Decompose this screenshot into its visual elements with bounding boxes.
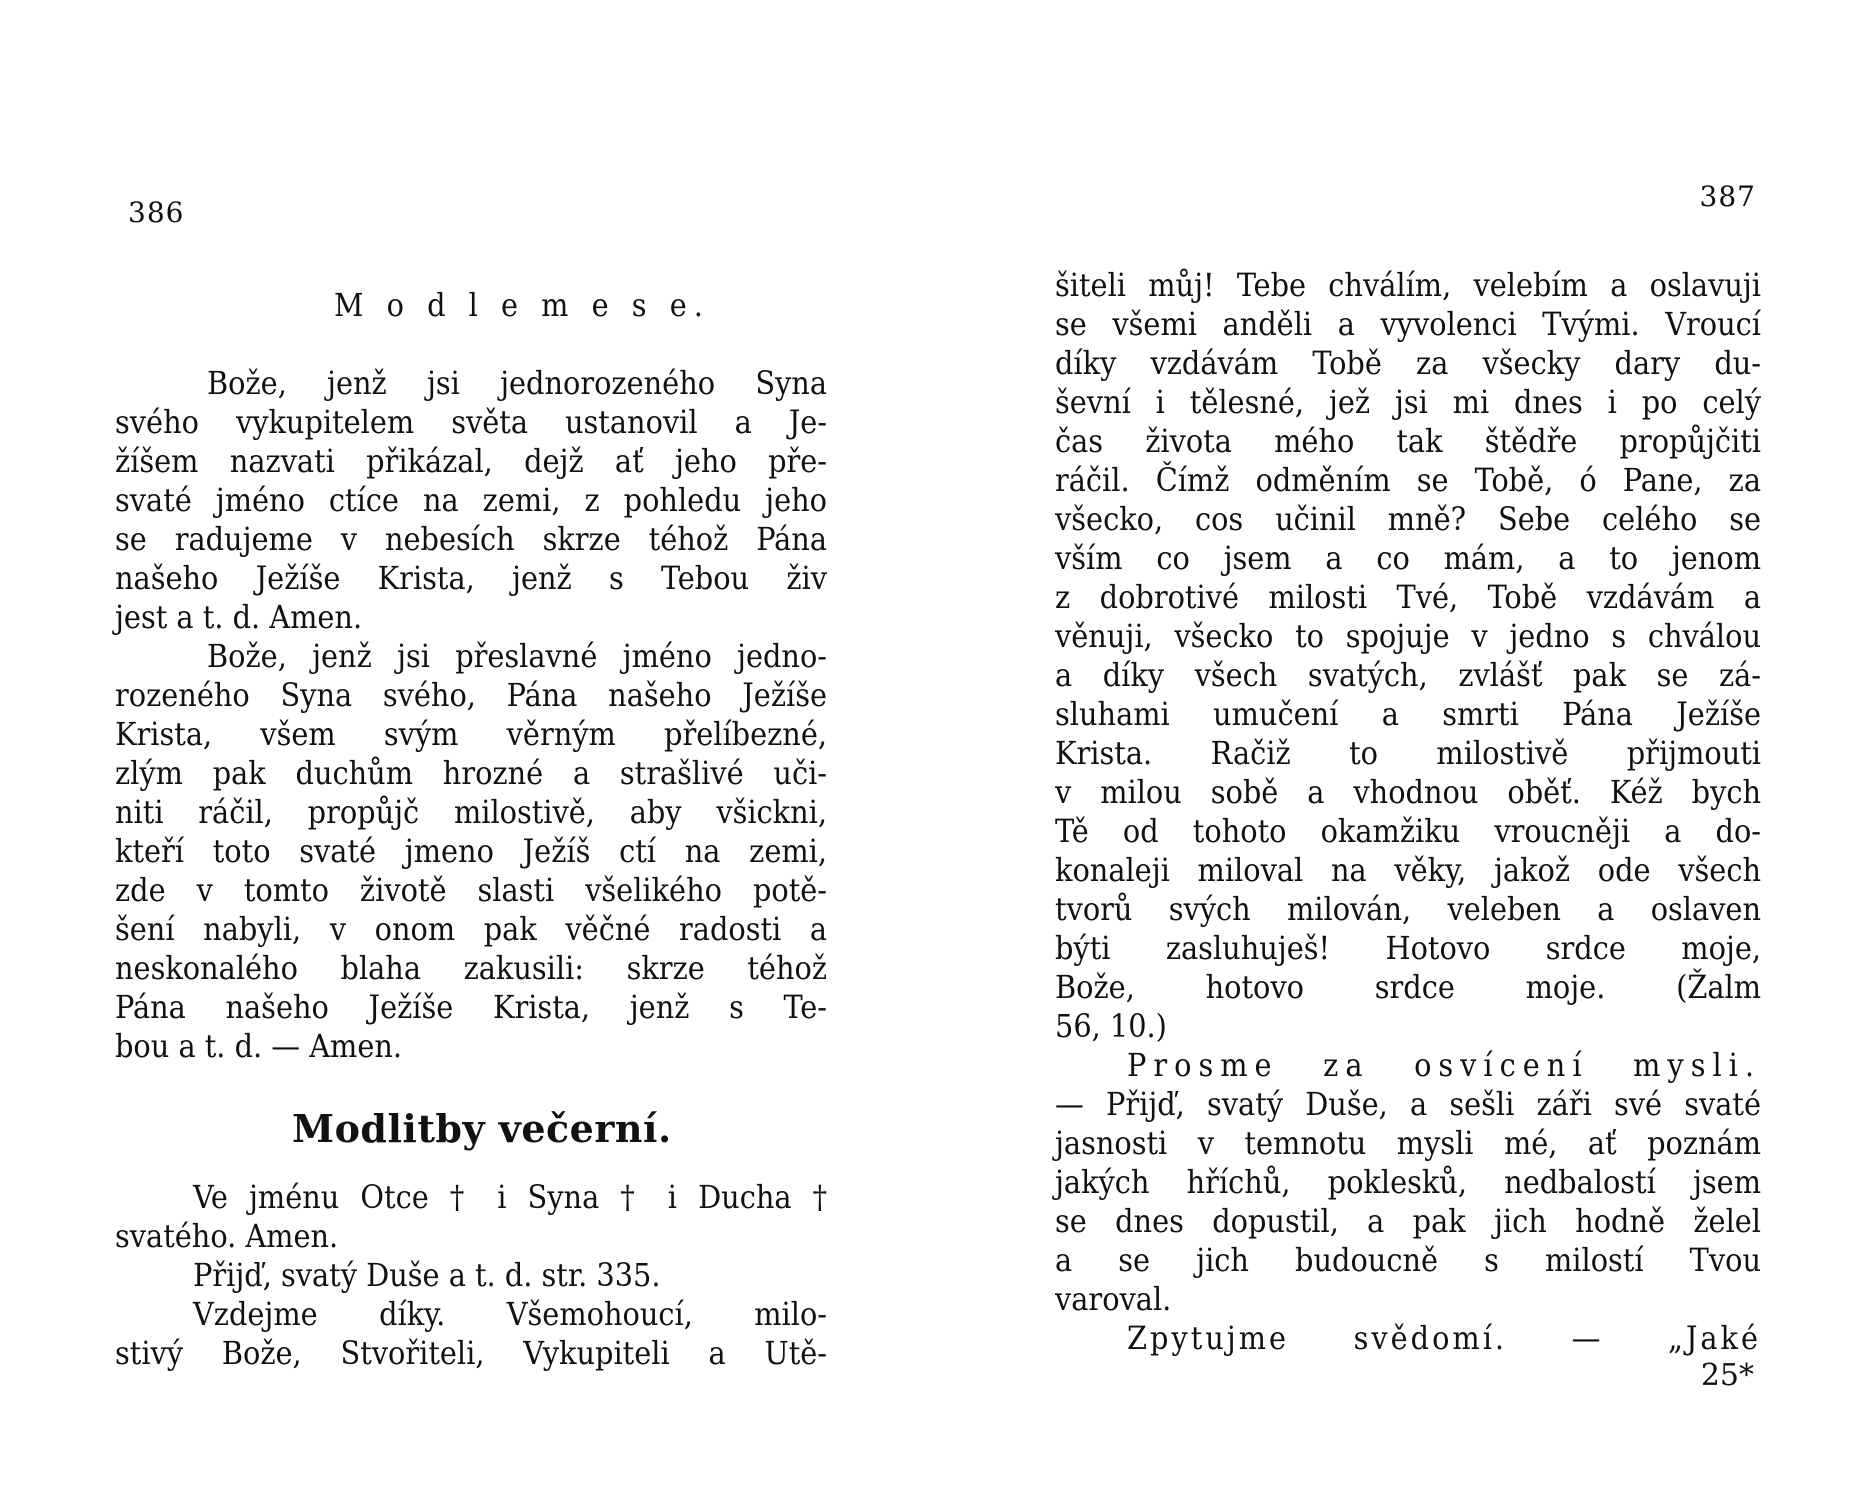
text-line: niti ráčil, propůjč milostivě, aby všickni, xyxy=(115,793,827,831)
text-line: zlým pak duchům hrozné a strašlivé uči- xyxy=(115,754,827,792)
text-line: čas života mého tak štědře propůjčiti xyxy=(1055,422,1761,460)
text-line: tvorů svých milován, veleben a oslaven xyxy=(1055,890,1761,928)
text-line: zde v tomto životě slasti všelikého potě- xyxy=(115,871,827,909)
text-line: jasnosti v temnotu mysli mé, ať poznám xyxy=(1055,1124,1761,1162)
text-line: jest a t. d. Amen. xyxy=(115,598,363,636)
text-line: varoval. xyxy=(1055,1280,1172,1318)
page-number: 387 xyxy=(1699,180,1756,213)
text-line: Krista, všem svým věrným přelíbezné, xyxy=(115,715,827,753)
text-line: Ve jménu Otce † i Syna † i Ducha † xyxy=(193,1178,827,1216)
text-line: Přijď, svatý Duše a t. d. str. 335. xyxy=(193,1256,661,1294)
text-line: svaté jméno ctíce na zemi, z pohledu jeho xyxy=(115,481,827,519)
text-line: a díky všech svatých, zvlášť pak se zá- xyxy=(1055,656,1761,694)
text-line: Zpytujme svědomí. — „Jaké xyxy=(1127,1319,1761,1357)
text-line: věnuji, všecko to spojuje v jedno s chválou xyxy=(1055,617,1761,655)
text-line: stivý Bože, Stvořiteli, Vykupiteli a Utě- xyxy=(115,1334,827,1372)
text-line: všecko, cos učinil mně? Sebe celého se xyxy=(1055,500,1761,538)
text-line: se radujeme v nebesích skrze téhož Pána xyxy=(115,520,827,558)
text-line: se dnes dopustil, a pak jich hodně želel xyxy=(1055,1202,1761,1240)
text-line: Bože, jenž jsi přeslavné jméno jedno- xyxy=(207,637,827,675)
text-line: svatého. Amen. xyxy=(115,1217,339,1255)
text-line: neskonalého blaha zakusili: skrze téhož xyxy=(115,949,827,987)
text-line: šení nabyli, v onom pak věčné radosti a xyxy=(115,910,827,948)
text-line: díky vzdávám Tobě za všecky dary du- xyxy=(1055,344,1761,382)
right-page xyxy=(927,0,1854,1500)
text-line: býti zasluhuješ! Hotovo srdce moje, xyxy=(1055,929,1761,967)
section-title: Modlitby večerní. xyxy=(292,1106,672,1151)
text-line: kteří toto svaté jmeno Ježíš ctí na zemi, xyxy=(115,832,827,870)
page-number: 386 xyxy=(128,196,185,229)
text-line: jakých hříchů, poklesků, nedbalostí jsem xyxy=(1055,1163,1761,1201)
text-line: ševní i tělesné, jež jsi mi dnes i po celý xyxy=(1055,383,1761,421)
text-line: a se jich budoucně s milostí Tvou xyxy=(1055,1241,1761,1279)
text-line: žíšem nazvati přikázal, dejž ať jeho pře- xyxy=(115,442,827,480)
text-line: konaleji miloval na věky, jakož ode všech xyxy=(1055,851,1761,889)
text-line: — Přijď, svatý Duše, a sešli záři své svaté xyxy=(1055,1085,1761,1123)
text-line: v milou sobě a vhodnou oběť. Kéž bych xyxy=(1055,773,1761,811)
text-line: Pána našeho Ježíše Krista, jenž s Te- xyxy=(115,988,827,1026)
text-line: ráčil. Čímž odměním se Tobě, ó Pane, za xyxy=(1055,461,1761,499)
text-line: svého vykupitelem světa ustanovil a Je- xyxy=(115,403,827,441)
text-line: Krista. Račiž to milostivě přijmouti xyxy=(1055,734,1761,772)
text-line: našeho Ježíše Krista, jenž s Tebou živ xyxy=(115,559,827,597)
text-line: 56, 10.) xyxy=(1055,1007,1167,1045)
subheading-line: Prosme za osvícení mysli. xyxy=(1127,1046,1761,1084)
text-line: se všemi anděli a vyvolenci Tvými. Vroucí xyxy=(1055,305,1761,343)
text-line: šiteli můj! Tebe chválím, velebím a oslavuji xyxy=(1055,266,1761,304)
text-line: z dobrotivé milosti Tvé, Tobě vzdávám a xyxy=(1055,578,1761,616)
heading: M o d l e m e s e. xyxy=(334,286,710,324)
text-line: Bože, jenž jsi jednorozeného Syna xyxy=(207,364,827,402)
text-line: Bože, hotovo srdce moje. (Žalm xyxy=(1055,968,1761,1006)
signature-mark: 25* xyxy=(1700,1358,1754,1393)
text-line: Tě od tohoto okamžiku vroucněji a do- xyxy=(1055,812,1761,850)
text-line: vším co jsem a co mám, a to jenom xyxy=(1055,539,1761,577)
text-line: bou a t. d. — Amen. xyxy=(115,1027,403,1065)
text-line: Vzdejme díky. Všemohoucí, milo- xyxy=(193,1295,827,1333)
text-line: sluhami umučení a smrti Pána Ježíše xyxy=(1055,695,1761,733)
text-line: rozeného Syna svého, Pána našeho Ježíše xyxy=(115,676,827,714)
